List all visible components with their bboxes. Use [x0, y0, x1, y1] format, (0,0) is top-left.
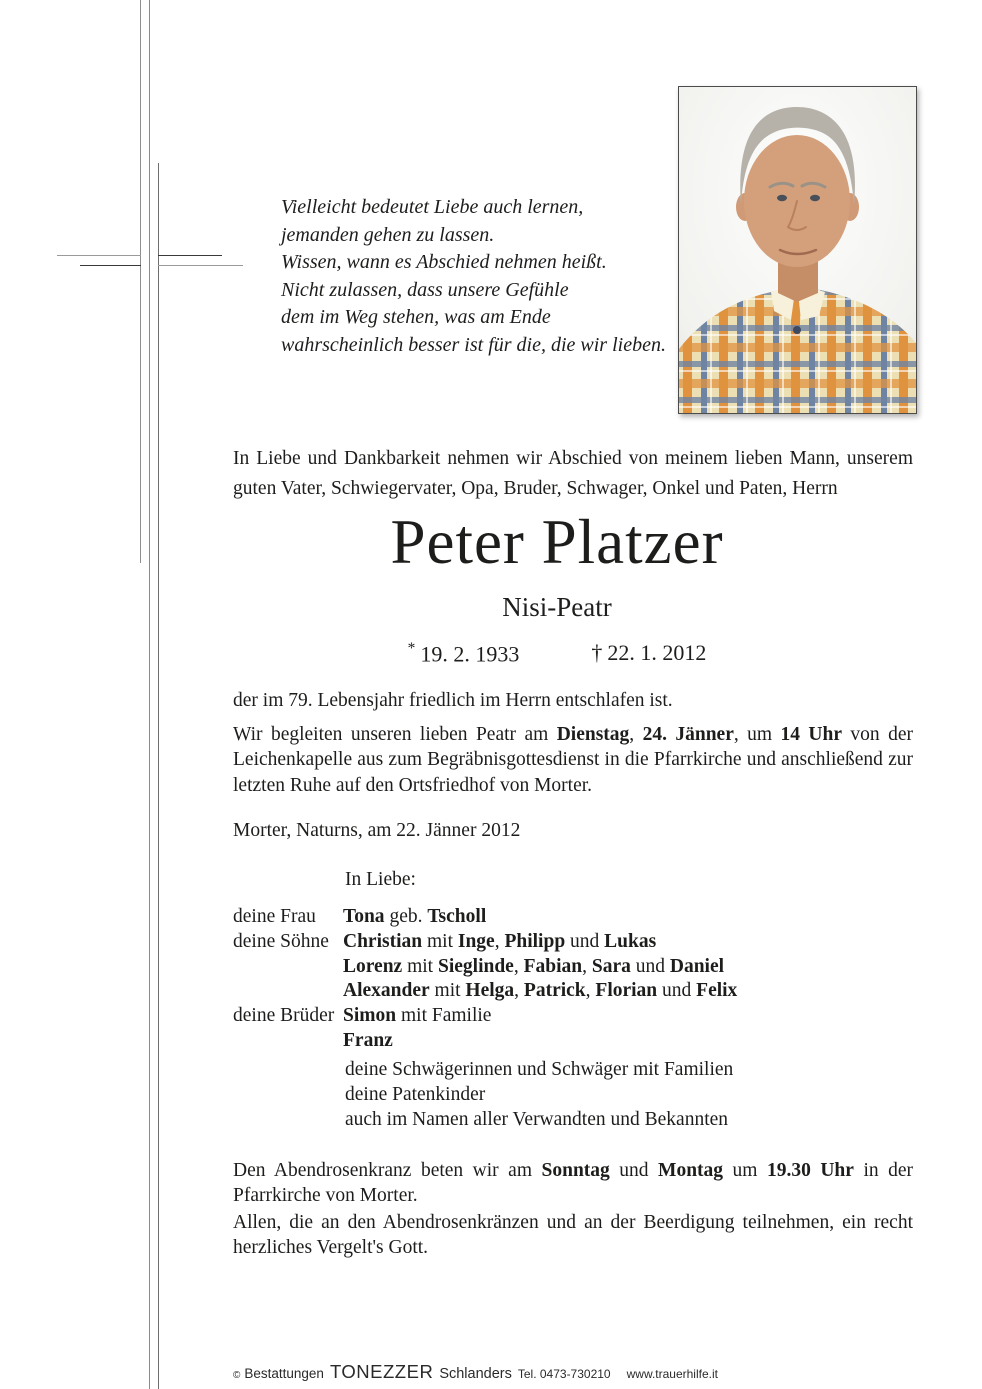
portrait-illustration: [679, 87, 916, 413]
family-row: [233, 905, 913, 930]
poem-line: Vielleicht bedeutet Liebe auch lernen,: [281, 196, 584, 218]
birth-star-symbol: *: [407, 640, 416, 657]
poem-line: wahrscheinlich besser ist für die, die wir lieben.: [281, 333, 666, 356]
funeral-announcement: Wir begleiten unseren lieben Peatr am Dienstag, 24. Jänner, um 14 Uhr von der Leichenkapelle aus zum Begräbnisgottesdienst in die Pfarrkirche und anschließend zur letzten Ruhe auf den Ortsfriedhof von Morter.: [233, 724, 913, 796]
introduction-text: In Liebe und Dankbarkeit nehmen wir Abschied von meinem lieben Mann, unserem guten Vater, Schwiegervater, Opa, Bruder, Schwager, Onkel und Paten, Herrn: [233, 448, 913, 499]
poem-line: dem im Weg stehen, was am Ende: [281, 306, 551, 328]
family-relation-label: deine Söhne: [233, 930, 329, 952]
family-row: [233, 1004, 913, 1029]
funeral-home-city: Schlanders: [439, 1366, 512, 1382]
family-names: Tona geb. Tscholl: [343, 906, 487, 927]
cross-horizontal-lower-left: [80, 265, 141, 266]
additional-mourners-line: auch im Namen aller Verwandten und Bekannten: [345, 1109, 729, 1130]
family-names: Lorenz mit Sieglinde, Fabian, Sara und Daniel: [343, 955, 725, 977]
family-row: [233, 1029, 913, 1054]
life-dates: [232, 640, 882, 667]
additional-mourners-line: deine Patenkinder: [345, 1084, 486, 1105]
family-relation-label: deine Frau: [233, 906, 316, 927]
family-names: Franz: [343, 1029, 393, 1051]
death-cross-symbol: †: [591, 640, 603, 665]
family-relation-label: [233, 1029, 343, 1054]
cross-horizontal-upper-right: [158, 255, 222, 256]
cross-vertical-line-right: [158, 163, 159, 1389]
funeral-home-name: TONEZZER: [329, 1361, 434, 1382]
family-relation-label: [233, 955, 343, 980]
memorial-poem: [281, 194, 721, 359]
family-names: Christian mit Inge, Philipp und Lukas: [343, 930, 657, 952]
funeral-home-prefix: Bestattungen: [244, 1366, 324, 1381]
poem-line: Nicht zulassen, dass unsere Gefühle: [281, 278, 569, 301]
cross-horizontal-upper-left: [57, 255, 141, 256]
deceased-name: Peter Platzer: [390, 507, 724, 577]
place-and-date: Morter, Naturns, am 22. Jänner 2012: [233, 820, 521, 841]
mourning-family-list: [233, 905, 913, 1054]
family-names: Simon mit Familie: [343, 1005, 492, 1027]
funeral-home-footer: [233, 1361, 718, 1383]
thanks-text: Allen, die an den Abendrosenkränzen und an der Beerdigung teilnehmen, ein recht herzliches Vergelt's Gott.: [233, 1212, 913, 1259]
funeral-home-phone: Tel. 0473-730210: [517, 1367, 611, 1381]
family-row: [233, 955, 913, 980]
salutation: In Liebe:: [345, 869, 416, 890]
age-line: der im 79. Lebensjahr friedlich im Herrn entschlafen ist.: [233, 690, 673, 711]
cross-horizontal-lower-right: [158, 265, 243, 266]
cross-vertical-line-center: [149, 0, 150, 1389]
family-relation-label: [233, 979, 343, 1004]
family-names: Alexander mit Helga, Patrick, Florian und Felix: [343, 980, 738, 1002]
cross-vertical-line-left: [140, 0, 141, 563]
deceased-nickname: Nisi-Peatr: [502, 592, 612, 622]
poem-line: jemanden gehen zu lassen.: [281, 223, 495, 246]
copyright-icon: ©: [233, 1370, 241, 1381]
additional-mourners-line: deine Schwägerinnen und Schwäger mit Familien: [345, 1059, 734, 1080]
family-row: [233, 930, 913, 955]
poem-line: Wissen, wann es Abschied nehmen heißt.: [281, 251, 607, 273]
funeral-home-website: www.trauerhilfe.it: [626, 1367, 718, 1381]
rosary-announcement: Den Abendrosenkranz beten wir am Sonntag und Montag um 19.30 Uhr in der Pfarrkirche von Morter.: [233, 1160, 914, 1207]
death-date: † 22. 1. 2012: [591, 640, 707, 665]
portrait-photo: [678, 86, 917, 414]
birth-date: * 19. 2. 1933: [407, 640, 520, 667]
family-relation-label: deine Brüder: [233, 1005, 335, 1027]
family-row: [233, 979, 913, 1004]
additional-mourners: [345, 1057, 733, 1132]
